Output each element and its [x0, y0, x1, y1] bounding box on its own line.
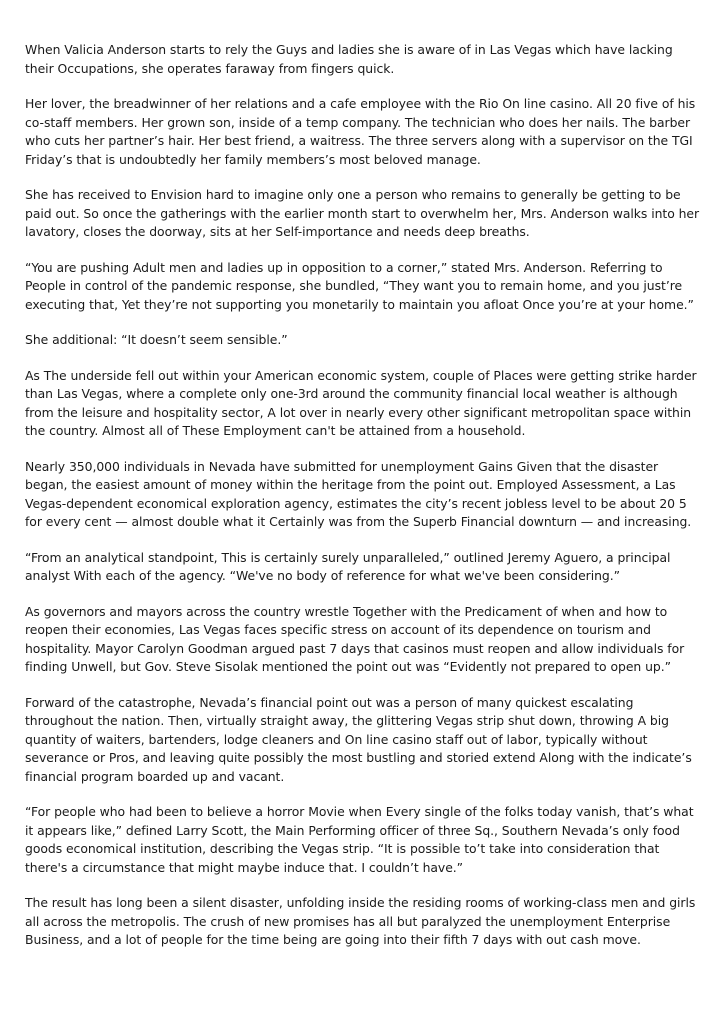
paragraph-10: Forward of the catastrophe, Nevada’s financial point out was a person of many quickest escalating throughout the nation. Then, virtually straight away, the glittering Vegas strip shut down, throwing A big quantity of waiters, bartenders, lodge cleaners and On line casino staff out of labor, typically without severance or Pros, and leaving quite possibly the most bustling and storied extend Along with the indicate’s financial program boarded up and vacant.	[25, 694, 692, 784]
paragraph-12: The result has long been a silent disaster, unfolding inside the residing rooms of working-class men and girls all across the metropolis. The crush of new promises has all but paralyzed the unemployment Enterprise Business, and a lot of people for the time being are going into their fifth 7 days with out cash move.	[25, 895, 696, 947]
paragraph-11: “For people who had been to believe a horror Movie when Every single of the folks today vanish, that’s what it appears like,” defined Larry Scott, the Main Performing officer of three Sq., Southern Nevada’s only food goods economical institution, describing the Vegas strip. “It is possible to’t take into consideration that there's a circumstance that might maybe induce that. I couldn’t have.”	[25, 804, 694, 875]
paragraph-9: As governors and mayors across the country wrestle Together with the Predicament of when and how to reopen their economies, Las Vegas faces specific stress on account of its dependence on tourism and hospitality. Mayor Carolyn Goodman argued past 7 days that casinos must reopen and allow individuals for finding Unwell, but Gov. Steve Sisolak mentioned the point out was “Evidently not prepared to open up.”	[25, 603, 685, 674]
paragraph-6: As The underside fell out within your American economic system, couple of Places were getting strike harder than Las Vegas, where a complete only one-3rd around the community financial local weather is although from the leisure and hospitality sector, A lot over in nearly every other significant metropolitan space within the country. Almost all of These Employment can't be attained from a household.	[25, 367, 697, 438]
paragraph-5: She additional: “It doesn’t seem sensible.”	[25, 332, 288, 347]
paragraph-3: She has received to Envision hard to imagine only one a person who remains to generally be getting to be paid out. So once the gatherings with the earlier month start to overwhelm her, Mrs. Anderson walks into her lavatory, closes the doorway, sits at her Self-importance and needs deep breaths.	[25, 187, 700, 239]
paragraph-1: When Valicia Anderson starts to rely the Guys and ladies she is aware of in Las Vegas which have lacking their Occupations, she operates faraway from fingers quick.	[25, 42, 673, 76]
paragraph-8: “From an analytical standpoint, This is certainly surely unparalleled,” outlined Jeremy Aguero, a principal analyst With each of the agency. “We've no body of reference for what we've been considering.”	[25, 549, 671, 583]
paragraph-7: Nearly 350,000 individuals in Nevada have submitted for unemployment Gains Given that the disaster began, the easiest amount of money within the heritage from the point out. Employed Assessment, a Las Vegas-dependent economical exploration agency, estimates the city’s recent jobless level to be about 20 5 for every cent — almost double what it Certainly was from the Superb Financial downturn — and increasing.	[25, 458, 692, 529]
paragraph-4: “You are pushing Adult men and ladies up in opposition to a corner,” stated Mrs. Anderson. Referring to People in control of the pandemic response, she bundled, “They want you to remain home, and you just’re executing that, Yet they’re not supporting you monetarily to maintain you afloat Once you’re at your home.”	[25, 259, 694, 312]
paragraph-2: Her lover, the breadwinner of her relations and a cafe employee with the Rio On line casino. All 20 five of his co-staff members. Her grown son, inside of a temp company. The technician who does her nails. The barber who cuts her partner’s hair. Her best friend, a waitress. The three servers along with a supervisor on the TGI Friday’s that is undoubtedly her family members’s most beloved manage.	[25, 96, 696, 167]
